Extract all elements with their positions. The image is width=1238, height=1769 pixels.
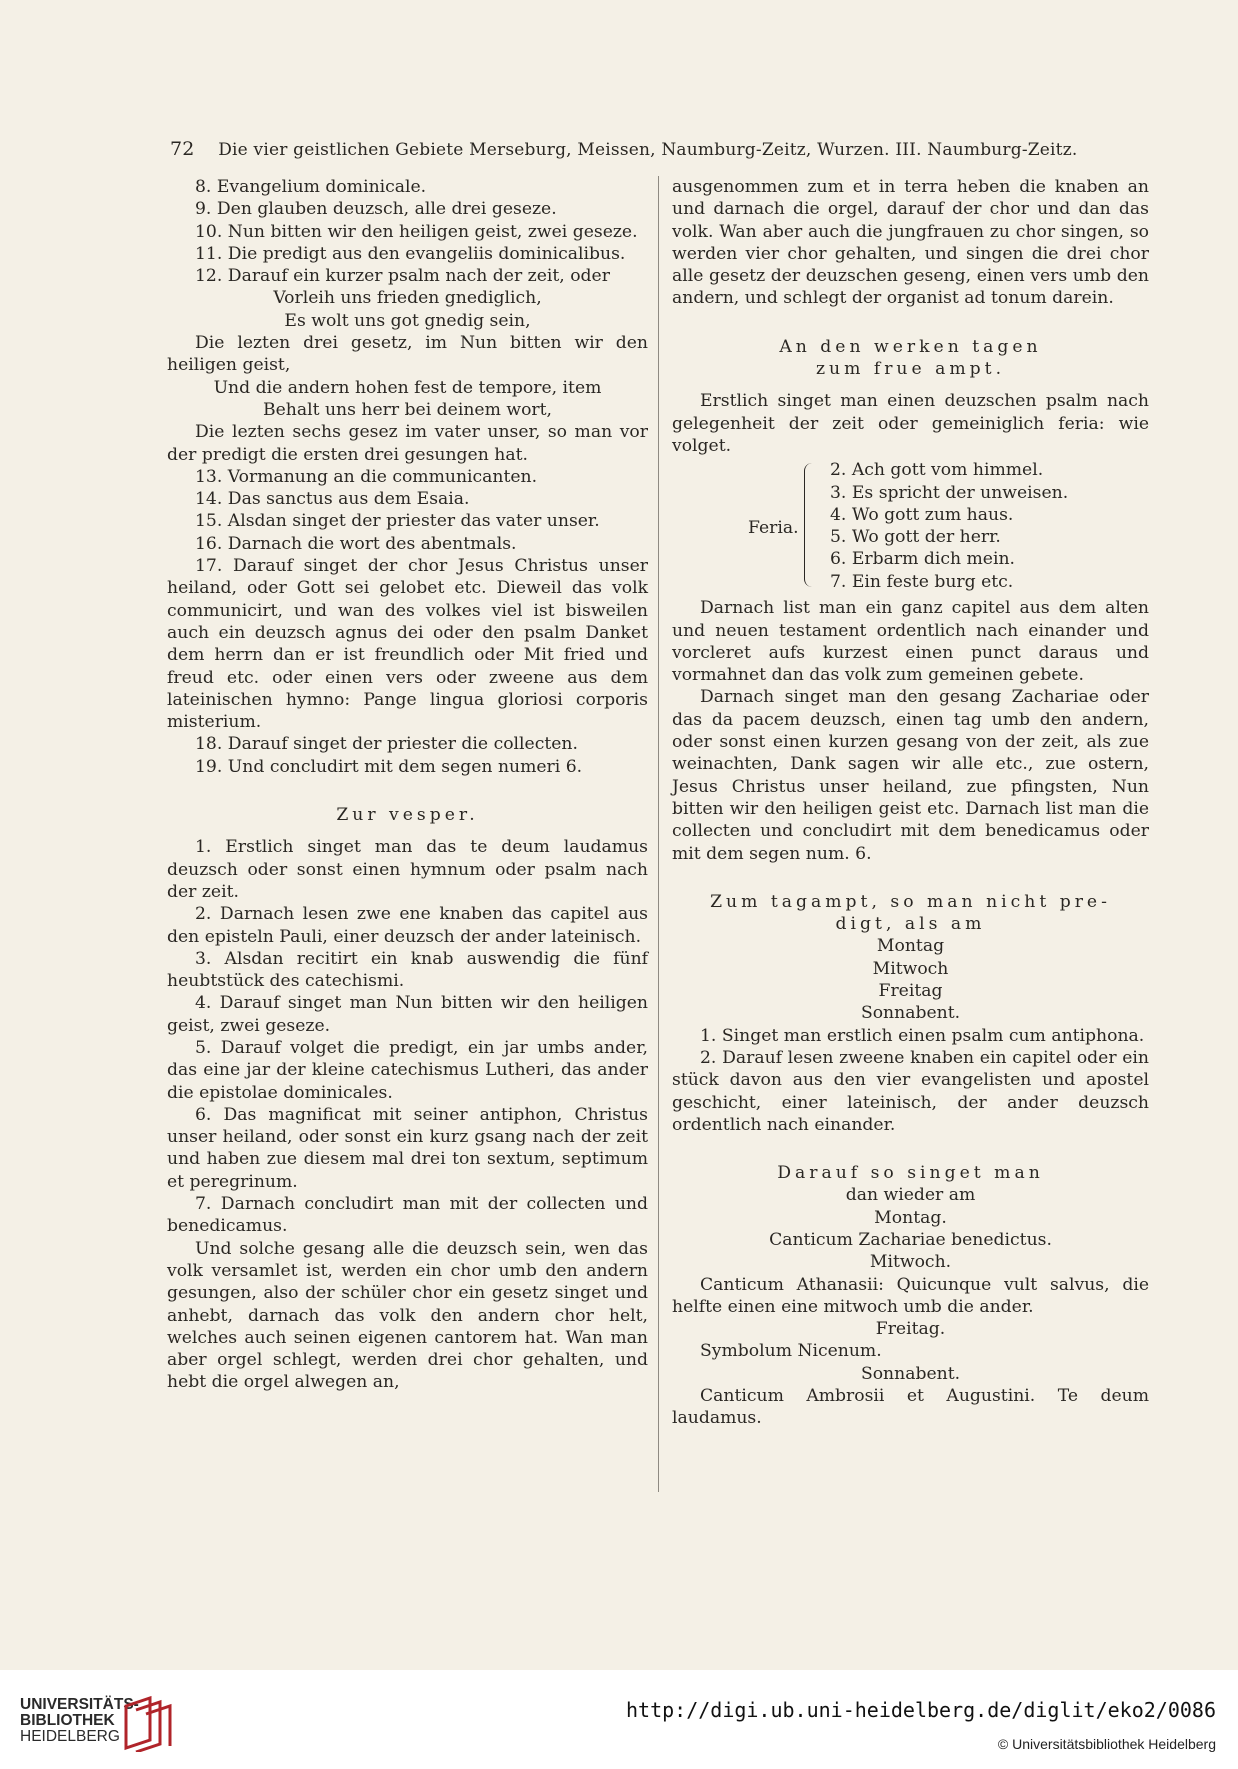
paragraph: 2. Darnach lesen zwe ene knaben das capitel aus den episteln Pauli, einer deuzsch der ander lateinisch.	[167, 904, 648, 947]
paragraph: 11. Die predigt aus den evangeliis dominicalibus.	[195, 243, 626, 264]
paragraph: 16. Darnach die wort des abentmals.	[195, 533, 517, 554]
paragraph: 6. Das magnificat mit seiner antiphon, Christus unser heiland, oder sonst ein kurz gsang nach der zeit und haben zue diesem mal drei ton sextum, septimum et peregrinum.	[167, 1104, 648, 1192]
logo-line: BIBLIOTHEK	[20, 1712, 115, 1729]
paragraph: 9. Den glauben deuzsch, alle drei geseze.	[195, 199, 557, 220]
liturgy-line: Canticum Ambrosii et Augustini. Te deum laudamus.	[672, 1386, 1149, 1429]
section-subheading: zum frue ampt.	[815, 359, 1006, 380]
section-heading: Darauf so singet man	[777, 1163, 1044, 1184]
day-label: Freitag.	[875, 1319, 946, 1340]
hymn-line: Es wolt uns got gnedig sein,	[284, 310, 531, 331]
hymn-line: Vorleih uns frieden gnediglich,	[273, 288, 542, 309]
day-label: Freitag	[878, 981, 943, 1002]
column-divider	[658, 176, 659, 1492]
liturgy-line: Canticum Athanasii: Quicunque vult salvus, die helfte einen eine mitwoch umb die ander.	[672, 1274, 1149, 1317]
paragraph: 17. Darauf singet der chor Jesus Christus unser heiland, oder Gott sei gelobet etc. Dieweil das volk communicirt, und wan des volkes viel ist bisweilen auch ein deuzsch agnus dei oder den psalm Danket dem herrn dan er ist freundlich oder Mit fried und freud etc. oder einen vers oder zweene aus dem lateinischen hymno: Pange lingua gloriosi corporis misterium.	[167, 556, 648, 733]
section-heading: Zum tagampt, so man nicht pre-	[710, 891, 1111, 912]
liturgy-line: Canticum Zachariae benedictus.	[769, 1229, 1052, 1250]
day-label: Mitwoch	[872, 958, 949, 979]
paragraph: Erstlich singet man einen deuzschen psalm nach gelegenheit der zeit oder gemeiniglich feria: wie volget.	[672, 391, 1149, 456]
right-column	[672, 176, 1149, 1430]
day-label: Montag.	[874, 1207, 947, 1228]
day-label: Mitwoch.	[869, 1252, 952, 1273]
paragraph: 7. Darnach concludirt man mit der collecten und benedicamus.	[167, 1194, 648, 1237]
list-item: 5. Wo gott der herr.	[830, 527, 1001, 548]
paragraph: 14. Das sanctus aus dem Esaia.	[195, 489, 470, 510]
running-title: Die vier geistlichen Gebiete Merseburg, Meissen, Naumburg-Zeitz, Wurzen. III. Naumburg-Zeitz.	[218, 140, 1078, 160]
day-label: Sonnabent.	[860, 1003, 961, 1024]
section-heading: An den werken tagen	[779, 336, 1042, 357]
paragraph: 15. Alsdan singet der priester das vater unser.	[195, 511, 600, 532]
list-item: 4. Wo gott zum haus.	[830, 504, 1014, 525]
paragraph: 12. Darauf ein kurzer psalm nach der zeit, oder	[195, 266, 610, 287]
paragraph: Die lezten drei gesetz, im Nun bitten wir den heiligen geist,	[167, 333, 648, 376]
paragraph: 8. Evangelium dominicale.	[195, 177, 427, 197]
library-logo-icon	[120, 1696, 176, 1752]
logo-line: UNIVERSITÄTS-	[20, 1696, 139, 1713]
paragraph: 1. Singet man erstlich einen psalm cum antiphona.	[700, 1025, 1145, 1046]
paragraph: ausgenommen zum et in terra heben die knaben an und darnach die orgel, darauf der chor und dan das volk. Wan aber auch die jungfrauen zu chor singen, so werden vier chor gehalten, und singen die drei chor alle gesetz der deuzschen geseng, einen vers umb den andern, und schlegt der organist ad tonum darein.	[672, 177, 1149, 309]
hymn-line: Und die andern hohen fest de tempore, item	[213, 377, 602, 398]
list-item: 3. Es spricht der unweisen.	[830, 482, 1069, 503]
left-column	[167, 176, 648, 1394]
day-label: Montag	[876, 936, 945, 957]
day-label: Sonnabent.	[860, 1363, 961, 1384]
paragraph: 5. Darauf volget die predigt, ein jar umbs ander, das eine jar der kleine catechismus Lutheri, das ander die epistolae dominicales.	[167, 1037, 648, 1103]
feria-psalm-list	[672, 459, 1149, 595]
paragraph: 13. Vormanung an die communicanten.	[195, 466, 538, 487]
running-header	[170, 138, 1150, 160]
list-item: 2. Ach gott vom himmel.	[830, 460, 1044, 481]
brace-bracket	[804, 463, 813, 587]
paragraph: 19. Und concludirt mit dem segen numeri 6.	[195, 756, 583, 777]
paragraph: 2. Darauf lesen zweene knaben ein capitel oder ein stück davon aus den vier evangelisten und apostel geschicht, einer lateinisch, der ander deuzsch ordentlich nach einander.	[672, 1047, 1149, 1135]
library-footer	[0, 1670, 1238, 1769]
paragraph: 18. Darauf singet der priester die collecten.	[195, 734, 578, 755]
paragraph: 3. Alsdan recitirt ein knab auswendig die fünf heubtstück des catechismi.	[167, 948, 648, 992]
permalink-url[interactable]: http://digi.ub.uni-heidelberg.de/diglit/eko2/0086	[625, 1698, 1216, 1722]
logo-line: HEIDELBERG	[20, 1728, 120, 1745]
paragraph: Die lezten sechs gesez im vater unser, so man vor der predigt die ersten drei gesungen hat.	[167, 422, 648, 465]
paragraph: Und solche gesang alle die deuzsch sein, wen das volk versamlet ist, werden ein chor umb den andern gesungen, also der schüler chor ein gesetz singet und anhebt, darnach das volk den andern chor helt, welches auch seinen eigenen cantorem hat. Wan man aber orgel schlegt, werden drei chor gehalten, und hebt die orgel alwegen an,	[167, 1238, 648, 1393]
paragraph: 10. Nun bitten wir den heiligen geist, zwei geseze.	[195, 221, 638, 242]
section-subheading: dan wieder am	[845, 1185, 976, 1206]
liturgy-line: Symbolum Nicenum.	[700, 1341, 882, 1362]
paragraph: 4. Darauf singet man Nun bitten wir den heiligen geist, zwei geseze.	[167, 993, 648, 1036]
section-subheading: digt, als am	[835, 914, 986, 935]
hymn-line: Behalt uns herr bei deinem wort,	[263, 399, 552, 420]
section-heading: Zur vesper.	[336, 805, 479, 826]
paragraph: Darnach singet man den gesang Zachariae oder das da pacem deuzsch, einen tag umb den andern, oder sonst einen kurzen gesang von der zeit, als zue weinachten, Dank sagen wir alle etc., zue ostern, Jesus Christus unser heiland, zue pfingsten, Nun bitten wir den heiligen geist etc. Darnach list man die collecten und concludirt mit dem benedicamus oder mit dem segen num. 6.	[672, 687, 1149, 864]
feria-label: Feria.	[748, 518, 799, 539]
list-item: 6. Erbarm dich mein.	[830, 549, 1016, 570]
copyright-notice: © Universitätsbibliothek Heidelberg	[997, 1736, 1216, 1752]
page-number: 72	[170, 138, 195, 160]
paragraph: 1. Erstlich singet man das te deum laudamus deuzsch oder sonst einen hymnum oder psalm nach der zeit.	[167, 837, 648, 902]
paragraph: Darnach list man ein ganz capitel aus dem alten und neuen testament ordentlich nach einander und vorcleret aufs kurzest einen punct daraus und vormahnet dan das volk zum gemeinen gebete.	[672, 598, 1149, 686]
list-item: 7. Ein feste burg etc.	[830, 571, 1014, 592]
